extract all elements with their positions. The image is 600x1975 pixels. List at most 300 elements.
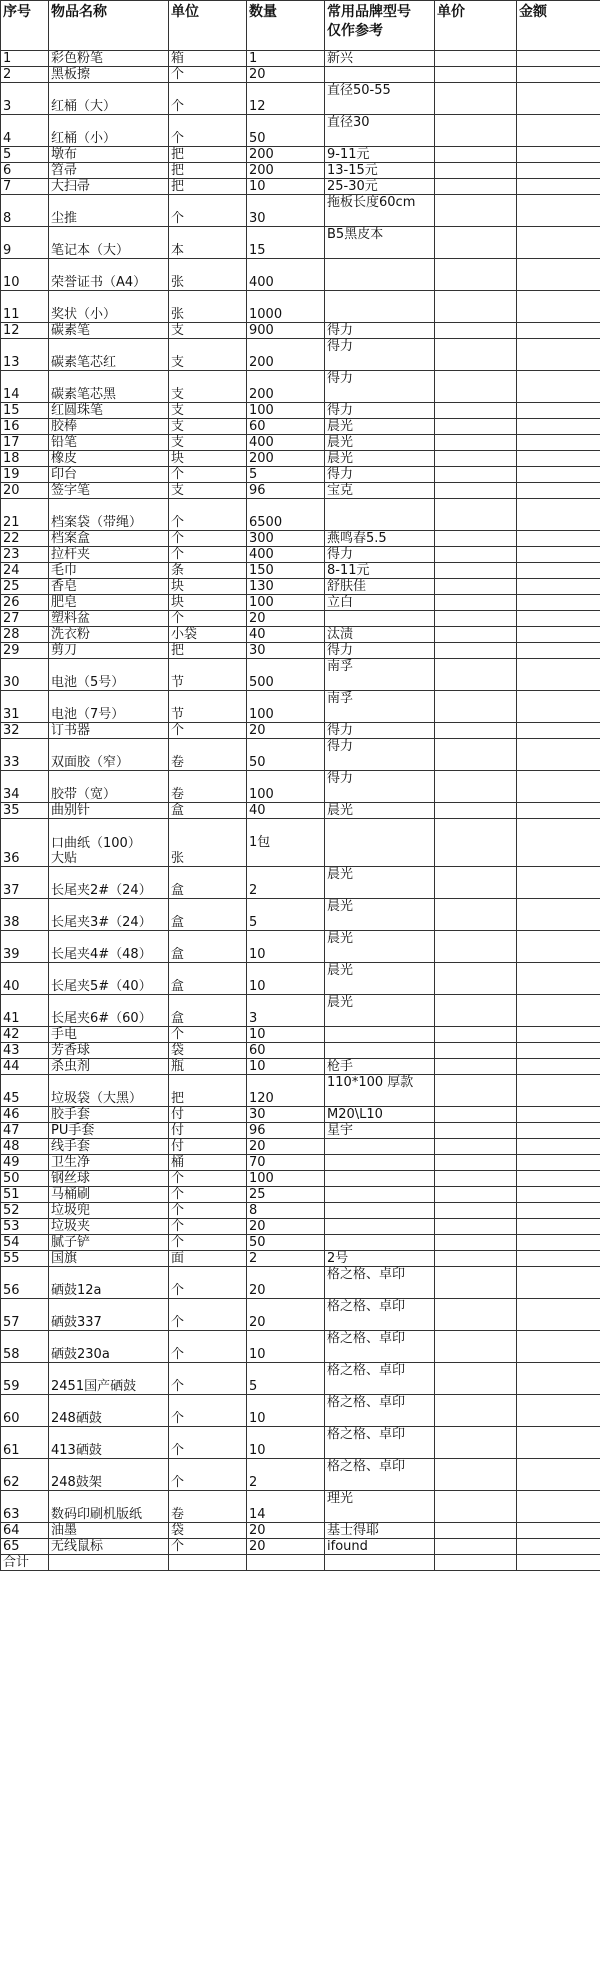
row-amount bbox=[517, 1331, 600, 1363]
row-brand-ref: 南孚 bbox=[325, 691, 435, 723]
row-brand-ref bbox=[325, 1171, 435, 1187]
row-price bbox=[435, 1219, 517, 1235]
row-name: 国旗 bbox=[49, 1251, 169, 1267]
row-amount bbox=[517, 579, 600, 595]
row-unit: 个 bbox=[169, 195, 247, 227]
table-row bbox=[1, 1203, 600, 1219]
row-amount bbox=[517, 627, 600, 643]
row-no: 60 bbox=[1, 1395, 49, 1427]
row-qty: 50 bbox=[247, 739, 325, 771]
header-brand-ref-line2: 仅作参考 bbox=[327, 23, 383, 39]
row-price bbox=[435, 147, 517, 163]
row-brand-ref: 直径30 bbox=[325, 115, 435, 147]
table-row bbox=[1, 323, 600, 339]
row-unit: 个 bbox=[169, 1027, 247, 1043]
table-row bbox=[1, 1299, 600, 1331]
row-amount bbox=[517, 1043, 600, 1059]
row-unit: 把 bbox=[169, 163, 247, 179]
row-amount bbox=[517, 147, 600, 163]
row-unit: 把 bbox=[169, 1075, 247, 1107]
row-amount bbox=[517, 531, 600, 547]
row-qty: 10 bbox=[247, 179, 325, 195]
row-unit: 个 bbox=[169, 1427, 247, 1459]
row-unit: 个 bbox=[169, 723, 247, 739]
table-row bbox=[1, 1155, 600, 1171]
row-unit: 支 bbox=[169, 435, 247, 451]
row-qty: 70 bbox=[247, 1155, 325, 1171]
table-row bbox=[1, 371, 600, 403]
row-no: 8 bbox=[1, 195, 49, 227]
row-price bbox=[435, 1187, 517, 1203]
row-price bbox=[435, 1363, 517, 1395]
row-brand-ref: 得力 bbox=[325, 467, 435, 483]
row-qty: 14 bbox=[247, 1491, 325, 1523]
row-name: 拉杆夹 bbox=[49, 547, 169, 563]
row-unit: 张 bbox=[169, 819, 247, 867]
row-price bbox=[435, 483, 517, 499]
row-price bbox=[435, 531, 517, 547]
row-brand-ref: 星宇 bbox=[325, 1123, 435, 1139]
table-row bbox=[1, 547, 600, 563]
row-no: 49 bbox=[1, 1155, 49, 1171]
row-no: 5 bbox=[1, 147, 49, 163]
row-qty: 100 bbox=[247, 771, 325, 803]
row-price bbox=[435, 643, 517, 659]
row-qty: 10 bbox=[247, 1395, 325, 1427]
table-row bbox=[1, 403, 600, 419]
table-row bbox=[1, 419, 600, 435]
table-row bbox=[1, 995, 600, 1027]
table-row bbox=[1, 1187, 600, 1203]
row-price bbox=[435, 451, 517, 467]
row-name: 垃圾袋（大黑） bbox=[49, 1075, 169, 1107]
row-qty: 10 bbox=[247, 1027, 325, 1043]
header-name: 物品名称 bbox=[49, 1, 169, 51]
row-name: 电池（7号） bbox=[49, 691, 169, 723]
table-row bbox=[1, 867, 600, 899]
row-brand-ref: 13-15元 bbox=[325, 163, 435, 179]
row-name: 硒鼓230a bbox=[49, 1331, 169, 1363]
row-no: 61 bbox=[1, 1427, 49, 1459]
row-brand-ref bbox=[325, 1203, 435, 1219]
row-name: 硒鼓12a bbox=[49, 1267, 169, 1299]
row-unit: 把 bbox=[169, 179, 247, 195]
row-unit: 个 bbox=[169, 1219, 247, 1235]
table-body bbox=[1, 51, 600, 1555]
row-no: 9 bbox=[1, 227, 49, 259]
row-name: 毛巾 bbox=[49, 563, 169, 579]
row-name: 电池（5号） bbox=[49, 659, 169, 691]
row-unit: 张 bbox=[169, 291, 247, 323]
row-unit: 个 bbox=[169, 1203, 247, 1219]
table-row bbox=[1, 803, 600, 819]
row-no: 51 bbox=[1, 1187, 49, 1203]
row-name-line: 口曲纸（100） bbox=[51, 836, 141, 851]
row-amount bbox=[517, 803, 600, 819]
table-row bbox=[1, 595, 600, 611]
total-price bbox=[435, 1555, 517, 1571]
row-amount bbox=[517, 1251, 600, 1267]
row-no: 36 bbox=[1, 819, 49, 867]
row-unit: 支 bbox=[169, 323, 247, 339]
table-row bbox=[1, 451, 600, 467]
row-qty: 400 bbox=[247, 259, 325, 291]
row-name: 无线鼠标 bbox=[49, 1539, 169, 1555]
row-amount bbox=[517, 1123, 600, 1139]
row-price bbox=[435, 995, 517, 1027]
row-name: 248硒鼓 bbox=[49, 1395, 169, 1427]
row-brand-ref bbox=[325, 291, 435, 323]
row-qty: 200 bbox=[247, 339, 325, 371]
row-qty: 400 bbox=[247, 547, 325, 563]
row-qty: 200 bbox=[247, 451, 325, 467]
row-qty: 96 bbox=[247, 483, 325, 499]
row-brand-ref: M20\L10 bbox=[325, 1107, 435, 1123]
row-no: 41 bbox=[1, 995, 49, 1027]
row-name-line: 大贴 bbox=[51, 851, 78, 866]
row-brand-ref: 晨光 bbox=[325, 963, 435, 995]
row-amount bbox=[517, 1539, 600, 1555]
row-price bbox=[435, 595, 517, 611]
row-no: 13 bbox=[1, 339, 49, 371]
row-amount bbox=[517, 115, 600, 147]
row-unit: 盒 bbox=[169, 931, 247, 963]
row-qty: 10 bbox=[247, 931, 325, 963]
header-amount: 金额 bbox=[517, 1, 600, 51]
row-unit: 块 bbox=[169, 451, 247, 467]
row-qty: 30 bbox=[247, 195, 325, 227]
row-brand-ref bbox=[325, 1043, 435, 1059]
row-name: 曲别针 bbox=[49, 803, 169, 819]
row-brand-ref: 晨光 bbox=[325, 803, 435, 819]
row-no: 4 bbox=[1, 115, 49, 147]
row-qty: 5 bbox=[247, 1363, 325, 1395]
table-row bbox=[1, 819, 600, 867]
table-row bbox=[1, 563, 600, 579]
row-name: 垃圾兜 bbox=[49, 1203, 169, 1219]
row-price bbox=[435, 1059, 517, 1075]
row-name: 橡皮 bbox=[49, 451, 169, 467]
row-amount bbox=[517, 179, 600, 195]
row-price bbox=[435, 339, 517, 371]
row-unit: 盒 bbox=[169, 867, 247, 899]
table-row bbox=[1, 147, 600, 163]
table-row bbox=[1, 531, 600, 547]
row-amount bbox=[517, 67, 600, 83]
row-amount bbox=[517, 931, 600, 963]
row-qty: 120 bbox=[247, 1075, 325, 1107]
row-amount bbox=[517, 547, 600, 563]
row-brand-ref: 格之格、卓印 bbox=[325, 1299, 435, 1331]
row-no: 48 bbox=[1, 1139, 49, 1155]
row-unit: 节 bbox=[169, 659, 247, 691]
row-name: 笤帚 bbox=[49, 163, 169, 179]
table-row bbox=[1, 1139, 600, 1155]
row-price bbox=[435, 419, 517, 435]
row-name: 长尾夹3#（24） bbox=[49, 899, 169, 931]
row-price bbox=[435, 723, 517, 739]
table-row bbox=[1, 899, 600, 931]
row-name: 红桶（大） bbox=[49, 83, 169, 115]
row-brand-ref: 枪手 bbox=[325, 1059, 435, 1075]
row-qty: 10 bbox=[247, 963, 325, 995]
row-no: 19 bbox=[1, 467, 49, 483]
row-qty: 100 bbox=[247, 1171, 325, 1187]
row-name: 红桶（小） bbox=[49, 115, 169, 147]
header-no: 序号 bbox=[1, 1, 49, 51]
row-price bbox=[435, 563, 517, 579]
table-row bbox=[1, 179, 600, 195]
row-unit: 个 bbox=[169, 1235, 247, 1251]
row-unit: 面 bbox=[169, 1251, 247, 1267]
row-unit: 袋 bbox=[169, 1043, 247, 1059]
row-no: 21 bbox=[1, 499, 49, 531]
row-brand-ref: 舒肤佳 bbox=[325, 579, 435, 595]
row-qty: 20 bbox=[247, 1539, 325, 1555]
row-unit: 支 bbox=[169, 339, 247, 371]
row-brand-ref: 晨光 bbox=[325, 451, 435, 467]
table-row bbox=[1, 1235, 600, 1251]
row-unit: 付 bbox=[169, 1123, 247, 1139]
row-name: 数码印刷机版纸 bbox=[49, 1491, 169, 1523]
row-name: 香皂 bbox=[49, 579, 169, 595]
row-brand-ref: 8-11元 bbox=[325, 563, 435, 579]
row-brand-ref: 格之格、卓印 bbox=[325, 1427, 435, 1459]
row-amount bbox=[517, 899, 600, 931]
row-brand-ref: 拖板长度60cm bbox=[325, 195, 435, 227]
row-brand-ref: 9-11元 bbox=[325, 147, 435, 163]
row-name: 垃圾夹 bbox=[49, 1219, 169, 1235]
row-unit: 个 bbox=[169, 1539, 247, 1555]
row-no: 26 bbox=[1, 595, 49, 611]
row-price bbox=[435, 1523, 517, 1539]
row-brand-ref: 2号 bbox=[325, 1251, 435, 1267]
row-brand-ref: 立白 bbox=[325, 595, 435, 611]
row-qty: 6500 bbox=[247, 499, 325, 531]
table-row bbox=[1, 195, 600, 227]
row-price bbox=[435, 323, 517, 339]
row-name: 双面胶（窄） bbox=[49, 739, 169, 771]
row-brand-ref: 得力 bbox=[325, 371, 435, 403]
total-label: 合计 bbox=[1, 1555, 49, 1571]
row-name: 荣誉证书（A4） bbox=[49, 259, 169, 291]
row-price bbox=[435, 291, 517, 323]
row-amount bbox=[517, 1059, 600, 1075]
total-amount bbox=[517, 1555, 600, 1571]
row-price bbox=[435, 435, 517, 451]
row-unit: 卷 bbox=[169, 739, 247, 771]
row-qty: 8 bbox=[247, 1203, 325, 1219]
row-amount bbox=[517, 483, 600, 499]
row-brand-ref bbox=[325, 611, 435, 627]
row-unit: 卷 bbox=[169, 771, 247, 803]
table-row bbox=[1, 1459, 600, 1491]
row-brand-ref: 得力 bbox=[325, 643, 435, 659]
row-brand-ref: B5黑皮本 bbox=[325, 227, 435, 259]
row-name: 彩色粉笔 bbox=[49, 51, 169, 67]
row-unit: 付 bbox=[169, 1107, 247, 1123]
header-price: 单价 bbox=[435, 1, 517, 51]
row-no: 1 bbox=[1, 51, 49, 67]
row-price bbox=[435, 739, 517, 771]
row-amount bbox=[517, 819, 600, 867]
row-unit: 节 bbox=[169, 691, 247, 723]
total-row bbox=[1, 1555, 600, 1571]
row-amount bbox=[517, 1027, 600, 1043]
row-brand-ref: ifound bbox=[325, 1539, 435, 1555]
row-no: 46 bbox=[1, 1107, 49, 1123]
row-unit: 块 bbox=[169, 595, 247, 611]
row-no: 7 bbox=[1, 179, 49, 195]
table-row bbox=[1, 771, 600, 803]
row-no: 15 bbox=[1, 403, 49, 419]
row-brand-ref: 晨光 bbox=[325, 995, 435, 1027]
row-qty: 50 bbox=[247, 1235, 325, 1251]
row-unit: 个 bbox=[169, 467, 247, 483]
table-row bbox=[1, 67, 600, 83]
row-unit: 张 bbox=[169, 259, 247, 291]
row-brand-ref bbox=[325, 1139, 435, 1155]
row-price bbox=[435, 931, 517, 963]
row-unit: 个 bbox=[169, 115, 247, 147]
row-qty: 200 bbox=[247, 147, 325, 163]
table-row bbox=[1, 1395, 600, 1427]
row-price bbox=[435, 659, 517, 691]
row-name: 黑板擦 bbox=[49, 67, 169, 83]
row-price bbox=[435, 1107, 517, 1123]
row-qty: 2 bbox=[247, 1251, 325, 1267]
header-unit: 单位 bbox=[169, 1, 247, 51]
row-name: 长尾夹6#（60） bbox=[49, 995, 169, 1027]
table-row bbox=[1, 643, 600, 659]
row-amount bbox=[517, 1395, 600, 1427]
row-amount bbox=[517, 963, 600, 995]
row-name: 413硒鼓 bbox=[49, 1427, 169, 1459]
table-row bbox=[1, 339, 600, 371]
row-brand-ref: 格之格、卓印 bbox=[325, 1363, 435, 1395]
row-brand-ref: 格之格、卓印 bbox=[325, 1267, 435, 1299]
table-row bbox=[1, 963, 600, 995]
row-unit: 盒 bbox=[169, 963, 247, 995]
row-amount bbox=[517, 659, 600, 691]
total-cell bbox=[325, 1555, 435, 1571]
row-price bbox=[435, 259, 517, 291]
row-price bbox=[435, 51, 517, 67]
row-price bbox=[435, 1203, 517, 1219]
row-qty: 100 bbox=[247, 403, 325, 419]
row-no: 42 bbox=[1, 1027, 49, 1043]
row-brand-ref bbox=[325, 1027, 435, 1043]
row-no: 33 bbox=[1, 739, 49, 771]
row-no: 54 bbox=[1, 1235, 49, 1251]
row-qty: 200 bbox=[247, 371, 325, 403]
row-amount bbox=[517, 867, 600, 899]
row-name: 胶棒 bbox=[49, 419, 169, 435]
row-qty: 20 bbox=[247, 1139, 325, 1155]
row-qty: 5 bbox=[247, 467, 325, 483]
header-row bbox=[1, 1, 600, 51]
table-row bbox=[1, 1331, 600, 1363]
row-amount bbox=[517, 51, 600, 67]
row-name: 胶手套 bbox=[49, 1107, 169, 1123]
row-brand-ref: 基士得耶 bbox=[325, 1523, 435, 1539]
row-price bbox=[435, 115, 517, 147]
row-price bbox=[435, 227, 517, 259]
row-name: 杀虫剂 bbox=[49, 1059, 169, 1075]
row-name: 碳素笔 bbox=[49, 323, 169, 339]
row-amount bbox=[517, 323, 600, 339]
row-price bbox=[435, 499, 517, 531]
row-amount bbox=[517, 1203, 600, 1219]
table-row bbox=[1, 483, 600, 499]
row-amount bbox=[517, 1491, 600, 1523]
table-row bbox=[1, 1491, 600, 1523]
row-no: 16 bbox=[1, 419, 49, 435]
row-unit: 卷 bbox=[169, 1491, 247, 1523]
row-no: 58 bbox=[1, 1331, 49, 1363]
row-unit: 块 bbox=[169, 579, 247, 595]
row-qty: 1000 bbox=[247, 291, 325, 323]
row-brand-ref bbox=[325, 1219, 435, 1235]
row-price bbox=[435, 1427, 517, 1459]
row-amount bbox=[517, 435, 600, 451]
row-amount bbox=[517, 691, 600, 723]
row-no: 28 bbox=[1, 627, 49, 643]
row-price bbox=[435, 1267, 517, 1299]
row-unit: 个 bbox=[169, 1331, 247, 1363]
row-brand-ref: 格之格、卓印 bbox=[325, 1331, 435, 1363]
row-qty: 500 bbox=[247, 659, 325, 691]
row-name: 红圆珠笔 bbox=[49, 403, 169, 419]
row-no: 47 bbox=[1, 1123, 49, 1139]
row-no: 12 bbox=[1, 323, 49, 339]
row-amount bbox=[517, 1075, 600, 1107]
table-row bbox=[1, 931, 600, 963]
row-qty: 12 bbox=[247, 83, 325, 115]
row-qty: 10 bbox=[247, 1331, 325, 1363]
row-qty: 900 bbox=[247, 323, 325, 339]
row-brand-ref: 得力 bbox=[325, 403, 435, 419]
row-name: 油墨 bbox=[49, 1523, 169, 1539]
row-amount bbox=[517, 995, 600, 1027]
row-no: 24 bbox=[1, 563, 49, 579]
row-unit: 支 bbox=[169, 403, 247, 419]
row-qty: 20 bbox=[247, 1219, 325, 1235]
row-no: 45 bbox=[1, 1075, 49, 1107]
table-row bbox=[1, 1107, 600, 1123]
row-brand-ref: 晨光 bbox=[325, 867, 435, 899]
row-qty: 20 bbox=[247, 1267, 325, 1299]
row-unit: 付 bbox=[169, 1139, 247, 1155]
total-cell bbox=[247, 1555, 325, 1571]
row-amount bbox=[517, 595, 600, 611]
row-price bbox=[435, 1171, 517, 1187]
row-price bbox=[435, 1331, 517, 1363]
row-unit: 支 bbox=[169, 371, 247, 403]
row-amount bbox=[517, 499, 600, 531]
row-no: 65 bbox=[1, 1539, 49, 1555]
row-unit: 个 bbox=[169, 83, 247, 115]
row-name: 线手套 bbox=[49, 1139, 169, 1155]
row-amount bbox=[517, 227, 600, 259]
row-amount bbox=[517, 195, 600, 227]
row-qty: 10 bbox=[247, 1059, 325, 1075]
row-amount bbox=[517, 1235, 600, 1251]
row-unit: 个 bbox=[169, 499, 247, 531]
table-row bbox=[1, 723, 600, 739]
row-no: 3 bbox=[1, 83, 49, 115]
header-qty: 数量 bbox=[247, 1, 325, 51]
